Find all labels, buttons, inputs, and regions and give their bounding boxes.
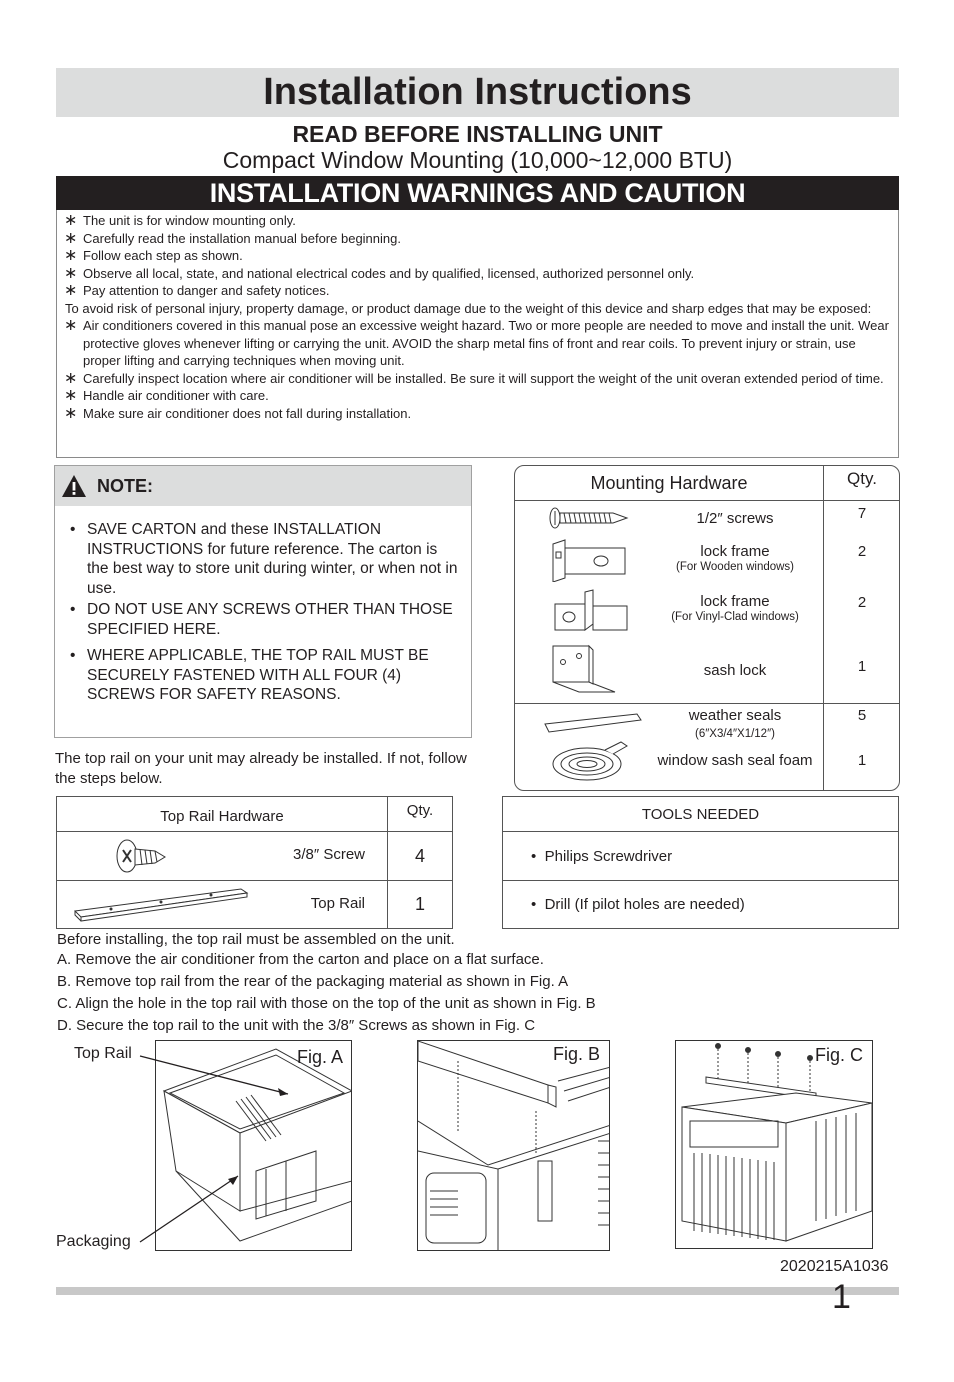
warning-item: ∗ Carefully read the installation manual before beginning. bbox=[64, 229, 401, 247]
bullet-icon: • bbox=[531, 847, 545, 865]
foam-roll-icon bbox=[549, 738, 639, 784]
figure-c bbox=[675, 1040, 873, 1249]
top-rail-note: The top rail on your unit may already be installed. If not, follow the steps below. bbox=[55, 750, 467, 787]
hardware-name: 1/2″ screws bbox=[696, 510, 774, 527]
hardware-name: lock frame bbox=[700, 543, 770, 560]
step-text: A. Remove the air conditioner from the carton and place on a flat surface. bbox=[57, 951, 544, 968]
warning-item: ∗ Follow each step as shown. bbox=[64, 247, 243, 264]
note-item: • SAVE CARTON and these INSTALLATION INSTRUCTIONS for future reference. The carton is the best way to store unit during winter, or when not in use. bbox=[70, 521, 458, 597]
tools-needed-table bbox=[502, 796, 899, 929]
asterisk-icon: ∗ bbox=[64, 387, 78, 404]
hardware-qty: 2 bbox=[857, 594, 867, 611]
hardware-qty: 4 bbox=[388, 832, 453, 881]
top-rail-callout: Top Rail bbox=[74, 1045, 132, 1062]
tool-item: • Philips Screwdriver bbox=[503, 832, 899, 881]
figure-a-label: Fig. A bbox=[297, 1047, 344, 1067]
hardware-note: (6″X3/4″X1/12″) bbox=[695, 728, 775, 740]
mounting-hardware-table bbox=[514, 465, 900, 791]
lock-frame-icon bbox=[551, 538, 631, 582]
asterisk-icon: ∗ bbox=[64, 229, 78, 247]
hardware-name: window sash seal foam bbox=[657, 752, 813, 769]
bullet-icon: • bbox=[531, 896, 545, 913]
hardware-qty: 5 bbox=[857, 707, 867, 724]
rail-icon bbox=[71, 885, 251, 925]
warning-item: ∗ Carefully inspect location where air conditioner will be installed. Be sure it will support the weight of the unit overan extended period of time. bbox=[64, 369, 884, 387]
asterisk-icon: ∗ bbox=[64, 317, 78, 334]
warnings-box bbox=[56, 210, 899, 458]
top-rail-row bbox=[57, 881, 388, 929]
figure-c-label: Fig. C bbox=[815, 1045, 864, 1065]
note-box bbox=[54, 465, 472, 738]
sash-lock-icon bbox=[549, 642, 619, 698]
read-before-heading: READ BEFORE INSTALLING UNIT bbox=[292, 121, 663, 147]
asterisk-icon: ∗ bbox=[64, 212, 78, 229]
qty-header: Qty. bbox=[388, 797, 453, 832]
warnings-heading: INSTALLATION WARNINGS AND CAUTION bbox=[56, 176, 899, 210]
top-rail-align-illustration bbox=[418, 1041, 610, 1251]
page-number: 1 bbox=[832, 1278, 851, 1316]
hardware-qty: 1 bbox=[857, 658, 867, 675]
hardware-qty: 1 bbox=[857, 752, 867, 769]
warning-item: ∗ Observe all local, state, and national electrical codes and by qualified, licensed, authorized personnel only. bbox=[64, 264, 695, 282]
document-code: 2020215A1036 bbox=[780, 1258, 889, 1275]
hardware-qty: 2 bbox=[857, 543, 867, 560]
hardware-qty: 7 bbox=[857, 505, 867, 522]
asterisk-icon: ∗ bbox=[64, 404, 78, 422]
hardware-name: sash lock bbox=[703, 662, 767, 679]
step-text: C. Align the hole in the top rail with those on the top of the unit as shown in Fig. B bbox=[57, 995, 596, 1012]
note-header bbox=[55, 466, 471, 506]
tools-header: TOOLS NEEDED bbox=[503, 797, 899, 832]
callout-arrows bbox=[138, 1050, 298, 1250]
note-item: • WHERE APPLICABLE, THE TOP RAIL MUST BE SECURELY FASTENED WITH ALL FOUR (4) SCREWS FOR SAFETY REASONS. bbox=[70, 647, 429, 703]
hardware-note: (For Vinyl-Clad windows) bbox=[671, 611, 799, 623]
installation-steps bbox=[57, 930, 596, 1037]
page-title: Installation Instructions bbox=[56, 68, 899, 117]
asterisk-icon: ∗ bbox=[64, 264, 78, 282]
warning-item: ∗ Air conditioners covered in this manual pose an excessive weight hazard. Two or more people are needed to move and install the unit. Wear protective gloves whenever lifting or carrying the unit. AVOID the sharp metal fins of front and rear coils. To prevent injury or strain, use proper lifting and carrying techniques when moving unit. bbox=[64, 317, 889, 368]
asterisk-icon: ∗ bbox=[64, 282, 78, 299]
qty-header: Qty. bbox=[847, 469, 877, 488]
asterisk-icon: ∗ bbox=[64, 369, 78, 387]
bullet-icon: • bbox=[70, 647, 76, 664]
warning-item: ∗ The unit is for window mounting only. bbox=[64, 212, 296, 229]
step-text: D. Secure the top rail to the unit with the 3/8″ Screws as shown in Fig. C bbox=[57, 1017, 536, 1034]
warning-triangle-icon bbox=[61, 474, 87, 498]
top-rail-hardware-header: Top Rail Hardware bbox=[57, 797, 388, 832]
step-text: Before installing, the top rail must be assembled on the unit. bbox=[57, 931, 455, 948]
page-subtitle: Compact Window Mounting (10,000~12,000 BTU) bbox=[222, 147, 733, 173]
bullet-icon: • bbox=[70, 601, 76, 618]
hardware-qty: 1 bbox=[388, 881, 453, 929]
weather-seal-icon bbox=[543, 710, 643, 736]
hardware-name: Top Rail bbox=[310, 895, 365, 912]
warning-item: ∗ Pay attention to danger and safety notices. bbox=[64, 282, 330, 299]
hardware-name: 3/8″ Screw bbox=[292, 846, 365, 863]
note-item: • DO NOT USE ANY SCREWS OTHER THAN THOSE SPECIFIED HERE. bbox=[70, 601, 453, 638]
warning-intro: To avoid risk of personal injury, property damage, or product damage due to the weight of this device and sharp edges that may be exposed: bbox=[65, 300, 872, 316]
tool-item: • Drill (If pilot holes are needed) bbox=[503, 881, 899, 929]
asterisk-icon: ∗ bbox=[64, 247, 78, 264]
hardware-name: weather seals bbox=[688, 707, 782, 724]
top-rail-row bbox=[57, 832, 388, 881]
footer-bar bbox=[56, 1287, 899, 1295]
hardware-note: (For Wooden windows) bbox=[675, 561, 795, 573]
warning-item: ∗ Make sure air conditioner does not fall during installation. bbox=[64, 404, 412, 422]
note-title: NOTE: bbox=[97, 475, 153, 496]
figure-b-label: Fig. B bbox=[553, 1044, 601, 1064]
packaging-callout: Packaging bbox=[56, 1233, 131, 1250]
warning-item: ∗ Handle air conditioner with care. bbox=[64, 387, 269, 404]
screw-icon bbox=[549, 507, 629, 529]
bullet-icon: • bbox=[70, 521, 76, 538]
top-rail-hardware-table bbox=[56, 796, 453, 929]
figure-b bbox=[417, 1040, 610, 1251]
step-text: B. Remove top rail from the rear of the packaging material as shown in Fig. A bbox=[57, 973, 569, 990]
hardware-name: lock frame bbox=[700, 593, 770, 610]
secure-top-rail-illustration bbox=[676, 1041, 873, 1249]
screw-icon bbox=[115, 838, 167, 876]
lock-frame-vinyl-icon bbox=[551, 588, 631, 634]
mounting-hardware-header: Mounting Hardware bbox=[590, 473, 748, 493]
